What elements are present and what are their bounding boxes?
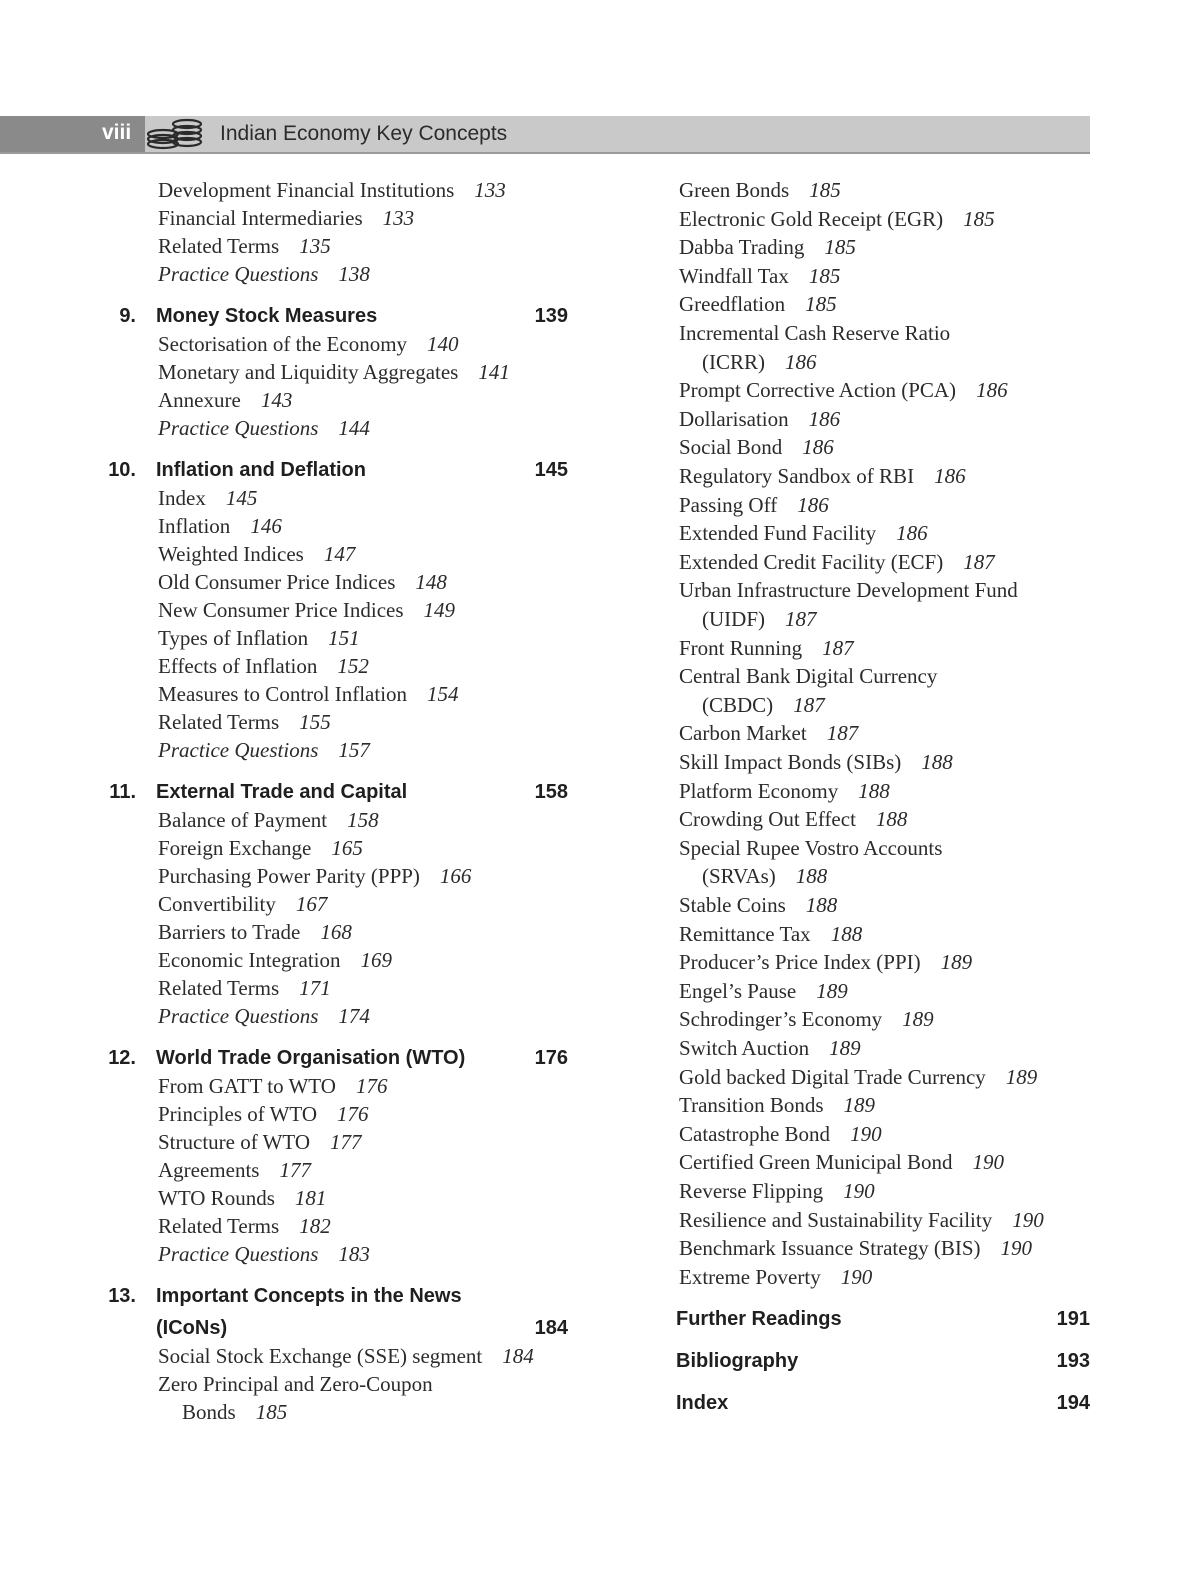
entry-page: 169 <box>360 948 393 972</box>
entry-page: 168 <box>320 920 352 944</box>
back-matter-title: Further Readings <box>676 1308 842 1331</box>
entry-page: 151 <box>328 626 360 650</box>
toc-entry <box>702 607 817 631</box>
chapter-title: Money Stock Measures <box>156 305 378 327</box>
entry-title: Measures to Control Inflation <box>158 682 408 706</box>
chapter-title: World Trade Organisation (WTO) <box>156 1047 466 1069</box>
entry-page: 174 <box>338 1004 370 1028</box>
entry-title: Electronic Gold Receipt (EGR) <box>679 206 944 231</box>
entry-page: 146 <box>250 514 282 538</box>
toc-entry <box>158 710 331 734</box>
entry-title: Inflation <box>158 514 231 538</box>
entry-page: 133 <box>474 178 506 202</box>
chapter-number: 11. <box>109 781 136 803</box>
toc-entry <box>158 1158 311 1182</box>
entry-page: 188 <box>830 921 863 946</box>
chapter-page: 184 <box>534 1317 568 1339</box>
entry-page: 186 <box>896 521 928 546</box>
entry-title: Practice Questions <box>158 416 319 440</box>
entry-title: Dabba Trading <box>679 235 805 260</box>
entry-page: 167 <box>295 892 328 916</box>
back-matter-entry <box>676 1307 1090 1331</box>
toc-entry <box>702 350 817 374</box>
entry-title: Urban Infrastructure Development Fund <box>679 578 1018 603</box>
entry-page: 186 <box>934 464 966 488</box>
chapter-number: 13. <box>108 1285 136 1307</box>
chapter-page: 145 <box>534 459 568 481</box>
entry-title: Reverse Flipping <box>679 1179 824 1203</box>
toc-entry <box>158 1214 331 1238</box>
entry-title: Agreements <box>158 1158 260 1182</box>
entry-page: 185 <box>963 206 995 231</box>
entry-title: Catastrophe Bond <box>679 1121 831 1146</box>
entry-title: Crowding Out Effect <box>679 807 856 832</box>
coin-stack-icon <box>143 118 205 152</box>
entry-title: Special Rupee Vostro Accounts <box>679 835 943 860</box>
entry-page: 185 <box>255 1400 288 1424</box>
chapter-title-line2: (ICoNs) <box>156 1317 228 1339</box>
entry-page: 190 <box>1000 1236 1032 1261</box>
toc-entry <box>679 779 890 803</box>
toc-entry <box>679 1065 1037 1089</box>
toc-entry <box>679 292 837 316</box>
toc-entry <box>679 207 995 231</box>
back-matter-page: 193 <box>1056 1350 1090 1373</box>
entry-title: Schrodinger’s Economy <box>679 1007 883 1032</box>
toc-entry <box>679 807 907 831</box>
toc-entry <box>679 1150 1004 1174</box>
toc-entry <box>158 1186 326 1210</box>
toc-entry <box>679 836 942 860</box>
entry-title: Index <box>158 486 206 510</box>
toc-entry <box>679 979 848 1003</box>
toc-entry <box>158 738 370 762</box>
entry-title: Purchasing Power Parity (PPP) <box>158 864 420 888</box>
back-matter-page: 191 <box>1056 1308 1090 1331</box>
entry-title: Barriers to Trade <box>158 920 301 944</box>
chapter-page: 176 <box>534 1047 568 1069</box>
toc-entry <box>158 206 414 230</box>
entry-title: Principles of WTO <box>158 1102 318 1126</box>
chapter-number: 9. <box>119 305 136 327</box>
entry-page: 133 <box>382 206 415 230</box>
entry-title: Extended Fund Facility <box>679 521 877 546</box>
toc-entry <box>679 578 1018 602</box>
toc-entry <box>679 664 937 688</box>
entry-title: Switch Auction <box>679 1036 810 1060</box>
toc-entry <box>679 378 1008 402</box>
entry-title: Extreme Poverty <box>679 1264 821 1289</box>
entry-page: 138 <box>338 262 370 286</box>
entry-page: 141 <box>478 360 510 384</box>
entry-page: 140 <box>427 332 459 356</box>
toc-entry <box>158 1074 387 1098</box>
toc-entry <box>158 654 369 678</box>
entry-page: 145 <box>225 486 258 510</box>
entry-page: 190 <box>843 1179 875 1203</box>
toc-entry <box>679 464 966 488</box>
entry-title: Effects of Inflation <box>158 654 318 678</box>
entry-title: Platform Economy <box>679 778 839 803</box>
entry-page: 186 <box>976 378 1008 403</box>
entry-title: Related Terms <box>158 976 280 1000</box>
entry-page: 189 <box>902 1007 934 1032</box>
toc-entry <box>158 1372 433 1396</box>
entry-page: 183 <box>338 1242 370 1266</box>
entry-page: 186 <box>802 435 834 460</box>
entry-page: 182 <box>299 1214 331 1238</box>
entry-title: Carbon Market <box>679 721 807 746</box>
back-matter-entry <box>676 1349 1090 1373</box>
toc-entry <box>679 893 837 917</box>
entry-title: Foreign Exchange <box>158 836 312 860</box>
chapter-page: 139 <box>534 305 568 327</box>
chapter-title: Inflation and Deflation <box>156 459 366 481</box>
entry-page: 186 <box>785 349 817 374</box>
entry-page: 188 <box>805 893 838 917</box>
toc-entry <box>158 262 370 286</box>
entry-page: 188 <box>875 807 908 832</box>
entry-title: Greedflation <box>679 292 786 317</box>
entry-title: Structure of WTO <box>158 1130 311 1154</box>
toc-entry <box>679 922 862 946</box>
entry-title: From GATT to WTO <box>158 1074 336 1098</box>
toc-entry <box>158 360 510 384</box>
entry-title: Practice Questions <box>158 738 319 762</box>
entry-page: 149 <box>423 598 456 622</box>
toc-entry <box>679 493 829 517</box>
toc-entry <box>158 682 459 706</box>
toc-entry <box>679 1122 882 1146</box>
entry-page: 176 <box>355 1074 388 1098</box>
entry-page: 144 <box>338 416 370 440</box>
entry-title: Engel’s Pause <box>679 978 797 1003</box>
toc-entry <box>158 542 355 566</box>
toc-entry <box>679 1208 1044 1232</box>
entry-page: 148 <box>415 570 447 594</box>
entry-title: (UIDF) <box>702 607 765 631</box>
entry-title: Producer’s Price Index (PPI) <box>679 950 921 975</box>
entry-page: 154 <box>427 682 459 706</box>
entry-title: Social Stock Exchange (SSE) segment <box>158 1344 483 1368</box>
chapter-number: 12. <box>108 1047 136 1069</box>
entry-page: 190 <box>972 1150 1005 1175</box>
entry-title: Practice Questions <box>158 262 319 286</box>
entry-page: 189 <box>940 950 973 975</box>
back-matter-title: Index <box>676 1392 729 1415</box>
entry-title: Practice Questions <box>158 1242 319 1266</box>
toc-entry <box>158 626 360 650</box>
entry-page: 177 <box>279 1158 311 1182</box>
entry-title: Annexure <box>158 388 241 412</box>
entry-title: Convertibility <box>158 892 276 916</box>
entry-title: Prompt Corrective Action (PCA) <box>679 378 957 403</box>
entry-title: Dollarisation <box>679 406 789 431</box>
page-number: viii <box>102 121 132 144</box>
entry-title: Stable Coins <box>679 893 786 917</box>
entry-title: Bonds <box>182 1400 236 1424</box>
toc-entry <box>158 1242 370 1266</box>
entry-title: Related Terms <box>158 1214 280 1238</box>
toc-entry <box>679 321 950 345</box>
entry-page: 181 <box>294 1186 327 1210</box>
toc-entry <box>679 1093 875 1117</box>
entry-title: Incremental Cash Reserve Ratio <box>679 321 951 345</box>
entry-page: 187 <box>963 549 995 574</box>
entry-title: Skill Impact Bonds (SIBs) <box>679 750 902 774</box>
toc-entry <box>679 235 856 259</box>
toc-entry <box>158 948 392 972</box>
entry-title: Development Financial Institutions <box>158 178 455 202</box>
toc-entry <box>679 950 972 974</box>
entry-page: 171 <box>299 976 331 1000</box>
entry-title: Related Terms <box>158 710 280 734</box>
toc-entry <box>679 550 995 574</box>
entry-page: 184 <box>502 1344 534 1368</box>
toc-entry <box>158 570 447 594</box>
entry-page: 188 <box>795 864 828 889</box>
entry-title: Central Bank Digital Currency <box>679 664 938 689</box>
toc-entry <box>679 721 858 745</box>
entry-page: 165 <box>331 836 363 860</box>
entry-page: 187 <box>822 635 854 660</box>
toc-entry <box>679 521 928 545</box>
entry-title: Extended Credit Facility (ECF) <box>679 549 944 574</box>
entry-title: Green Bonds <box>679 178 790 202</box>
entry-page: 187 <box>826 721 859 746</box>
toc-entry <box>158 836 363 860</box>
entry-title: Benchmark Issuance Strategy (BIS) <box>679 1236 981 1261</box>
toc-entry <box>679 178 841 202</box>
toc-entry <box>679 750 953 774</box>
entry-title: Types of Inflation <box>158 626 309 650</box>
entry-page: 152 <box>337 654 369 678</box>
entry-page: 147 <box>323 542 356 566</box>
entry-title: Transition Bonds <box>679 1093 824 1118</box>
entry-page: 189 <box>829 1036 861 1060</box>
entry-page: 155 <box>299 710 331 734</box>
entry-page: 189 <box>816 978 848 1003</box>
entry-title: (CBDC) <box>702 692 774 717</box>
entry-page: 176 <box>337 1102 369 1126</box>
toc-entry <box>158 1344 534 1368</box>
toc-entry <box>679 264 840 288</box>
toc-entry <box>679 1179 875 1203</box>
entry-page: 190 <box>850 1121 882 1146</box>
entry-title: (SRVAs) <box>702 864 776 889</box>
entry-title: Related Terms <box>158 234 280 258</box>
entry-page: 185 <box>808 263 841 288</box>
entry-title: Social Bond <box>679 435 783 460</box>
chapter-title: Important Concepts in the News <box>156 1285 462 1307</box>
toc-entry <box>679 435 834 459</box>
entry-title: Zero Principal and Zero-Coupon <box>158 1372 433 1396</box>
entry-title: Front Running <box>679 635 803 660</box>
entry-title: WTO Rounds <box>158 1186 275 1210</box>
entry-page: 143 <box>260 388 293 412</box>
entry-page: 135 <box>299 234 331 258</box>
toc-entry <box>679 636 854 660</box>
toc-entry <box>679 407 840 431</box>
toc-entry <box>679 1265 872 1289</box>
entry-title: New Consumer Price Indices <box>158 598 404 622</box>
entry-page: 188 <box>858 778 890 803</box>
toc-entry <box>702 864 827 888</box>
entry-title: (ICRR) <box>702 349 765 374</box>
entry-page: 189 <box>1005 1064 1038 1089</box>
entry-page: 187 <box>785 607 817 631</box>
toc-entry <box>182 1400 287 1424</box>
entry-page: 185 <box>805 292 837 317</box>
entry-title: Certified Green Municipal Bond <box>679 1150 953 1175</box>
toc-entry <box>158 486 257 510</box>
entry-page: 190 <box>840 1264 873 1289</box>
entry-page: 185 <box>809 178 841 202</box>
toc-entry <box>158 234 331 258</box>
toc-entry <box>158 332 459 356</box>
toc-entry <box>158 598 455 622</box>
entry-page: 186 <box>808 406 841 431</box>
chapter-title: External Trade and Capital <box>156 781 408 803</box>
back-matter-page: 194 <box>1056 1392 1090 1415</box>
entry-title: Economic Integration <box>158 948 341 972</box>
entry-page: 166 <box>439 864 472 888</box>
entry-page: 185 <box>824 235 856 260</box>
toc-entry <box>158 808 379 832</box>
entry-title: Regulatory Sandbox of RBI <box>679 464 915 488</box>
book-title: Indian Economy Key Concepts <box>220 122 508 145</box>
entry-title: Gold backed Digital Trade Currency <box>679 1064 986 1089</box>
toc-entry <box>158 1130 362 1154</box>
entry-title: Remittance Tax <box>679 921 811 946</box>
entry-page: 177 <box>330 1130 362 1154</box>
toc-entry <box>158 514 282 538</box>
entry-title: Weighted Indices <box>158 542 304 566</box>
entry-title: Windfall Tax <box>679 263 789 288</box>
toc-entry <box>158 892 327 916</box>
toc-entry <box>679 1036 861 1060</box>
running-header <box>0 116 1090 154</box>
entry-title: Monetary and Liquidity Aggregates <box>158 360 459 384</box>
entry-page: 189 <box>843 1093 876 1118</box>
entry-title: Resilience and Sustainability Facility <box>679 1207 993 1232</box>
entry-title: Practice Questions <box>158 1004 319 1028</box>
entry-page: 157 <box>338 738 370 762</box>
entry-title: Balance of Payment <box>158 808 328 832</box>
toc-entry <box>679 1236 1032 1260</box>
entry-page: 158 <box>347 808 379 832</box>
entry-page: 188 <box>921 750 953 774</box>
toc-entry <box>158 976 331 1000</box>
back-matter-title: Bibliography <box>676 1350 799 1373</box>
toc-entry <box>158 1004 370 1028</box>
toc-entry <box>158 1102 369 1126</box>
chapter-page: 158 <box>534 781 568 803</box>
toc-entry <box>158 388 292 412</box>
toc-entry <box>158 920 352 944</box>
entry-page: 190 <box>1012 1207 1044 1232</box>
entry-page: 187 <box>793 692 825 717</box>
entry-title: Old Consumer Price Indices <box>158 570 396 594</box>
toc-entry <box>679 1007 934 1031</box>
toc-entry <box>702 693 825 717</box>
back-matter-entry <box>676 1391 1090 1415</box>
entry-title: Financial Intermediaries <box>158 206 363 230</box>
toc-entry <box>158 864 471 888</box>
chapter-number: 10. <box>108 459 136 481</box>
entry-title: Sectorisation of the Economy <box>158 332 408 356</box>
entry-title: Passing Off <box>679 492 778 517</box>
toc-entry <box>158 416 370 440</box>
toc-entry <box>158 178 506 202</box>
entry-page: 186 <box>797 492 829 517</box>
